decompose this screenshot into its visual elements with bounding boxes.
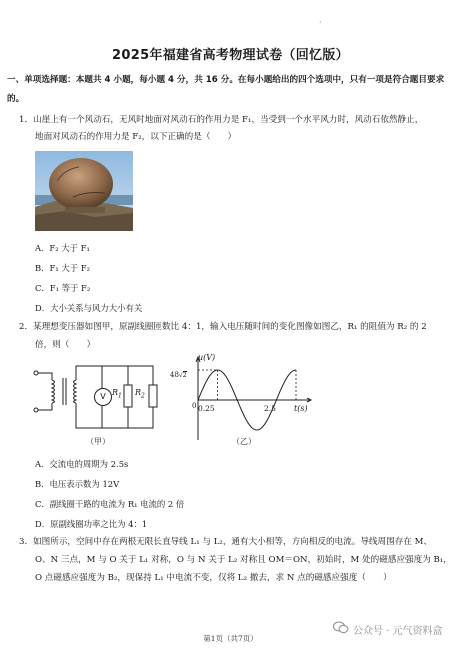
r2-label-sub: 2 (141, 392, 145, 400)
peak-label-rad: 2 (182, 372, 187, 379)
r1-label-base: R (112, 388, 119, 397)
r2-label (135, 388, 145, 400)
voltmeter-icon: V (94, 388, 112, 406)
transformer-circuit-figure (28, 358, 168, 448)
tick-label-0-25: 0.25 (198, 404, 215, 413)
fig-b-caption: （乙） (232, 437, 256, 446)
wind-rock-photo (35, 151, 133, 231)
voltage-time-graph (168, 352, 318, 450)
q2-option-c: C．副线圈干路的电流为 R₁ 电流的 2 倍 (35, 499, 185, 509)
q2-stem-line1: 2．某理想变压器如图甲，原副线圈匝数比 4：1，输入电压随时间的变化图像如图乙，R₁ 的阻值为 R₂ 的 2 (19, 322, 427, 332)
q2-option-a: A．交流电的周期为 2.5s (35, 459, 129, 469)
q1-option-b: B．F₁ 大于 F₂ (35, 263, 90, 273)
tick-label-2-5: 2.5 (264, 404, 276, 413)
q2-stem-line2: 倍，则（ ） (35, 340, 96, 350)
page-footer: 第1页（共7页） (203, 634, 258, 643)
q2-option-b: B．电压表示数为 12V (35, 479, 120, 489)
peak-label-num: 48 (170, 371, 179, 379)
origin-label: 0 (192, 402, 197, 410)
y-axis-label: u(V) (198, 353, 216, 362)
q3-stem-line2: O、N 三点，M 与 O 关于 L₁ 对称，O 与 N 关于 L₂ 对称且 OM＝ON，初始时，M 处的磁感应强度为 B₁， (35, 555, 452, 565)
q1-option-a: A．F₂ 大于 F₁ (35, 243, 90, 253)
x-axis-label: t(s) (294, 404, 308, 413)
peak-label: 48√2 (170, 371, 187, 379)
r2-label-base: R (135, 388, 142, 397)
r1-label (112, 388, 122, 400)
header-dot: · (319, 18, 322, 27)
section-heading: 一、单项选择题：本题共 4 小题，每小题 4 分，共 16 分。在每小题给出的四个选项中，只有一项是符合题目要求的。 (7, 75, 445, 104)
r1-label-sub: 1 (118, 392, 122, 400)
q3-stem-line3: O 点磁感应强度为 B₂，现保持 L₁ 中电流不变，仅将 L₂ 撤去，求 N 点的磁感应强度（ ） (35, 573, 392, 583)
fig-a-caption: （甲） (86, 437, 110, 446)
q1-stem-line1: 1．山崖上有一个风动石，无风时地面对风动石的作用力是 F₁，当受到一个水平风力时，风动石依然静止， (19, 115, 424, 125)
q1-option-d: D．大小关系与风力大小有关 (35, 303, 143, 313)
page-title: 2025年福建省高考物理试卷（回忆版） (112, 48, 349, 63)
q1-option-c: C．F₁ 等于 F₂ (35, 283, 91, 293)
q2-option-d: D．原副线圈功率之比为 4：1 (35, 519, 148, 529)
q3-stem-line1: 3．如图所示，空间中存在两根无限长直导线 L₁ 与 L₂，通有大小相等，方向相反的电流。导线周围存在 M、 (19, 537, 433, 547)
watermark-text: 公众号 · 元气资料盒 (353, 625, 443, 637)
q1-stem-line2: 地面对风动石的作用力是 F₂，以下正确的是（ ） (35, 132, 237, 142)
